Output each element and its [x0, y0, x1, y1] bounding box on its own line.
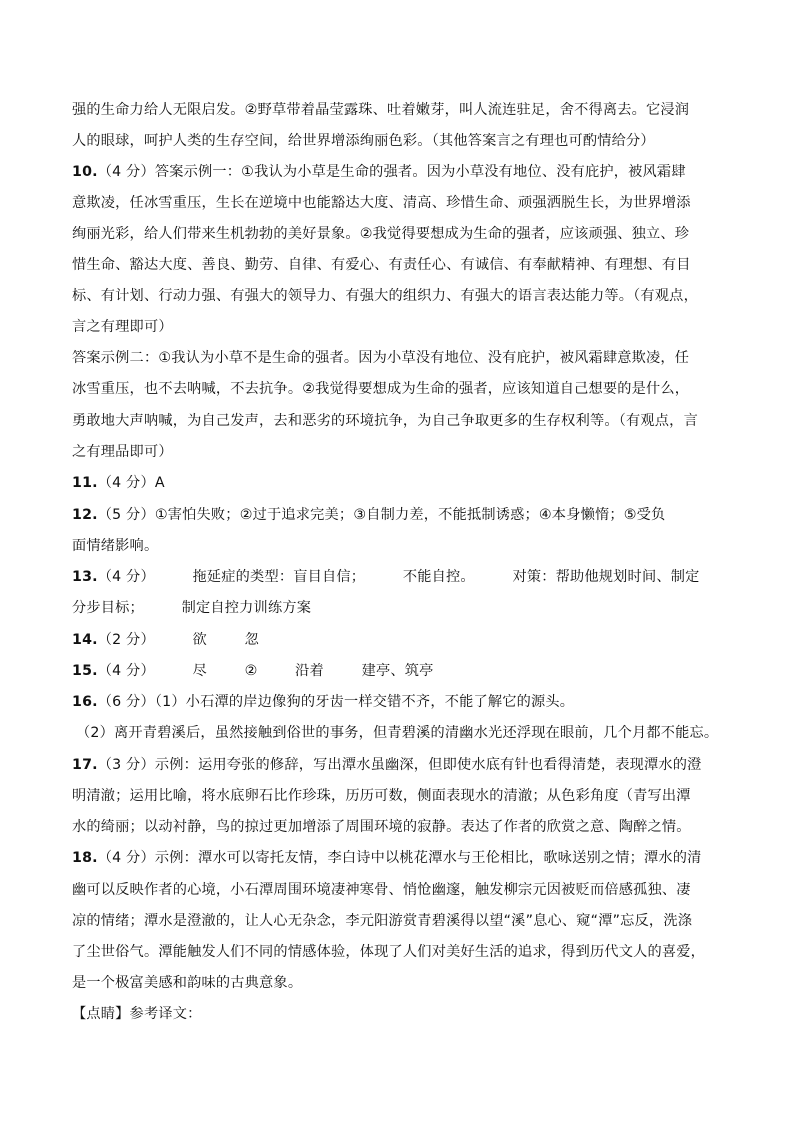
answer-line [0, 255, 794, 275]
line-text: 答案示例二：①我认为小草不是生命的强者。因为小草没有地位、没有庇护，被风霜肆意欺凌，任 [72, 350, 690, 366]
answer-line-numbered [0, 630, 794, 650]
answer-line [0, 379, 794, 399]
answer-line [0, 131, 794, 151]
line-text: 幽可以反映作者的心境，小石潭周围环境凄神寒骨、悄怆幽邃，触发柳宗元因被贬而倍感孤独、凄 [72, 882, 691, 898]
line-text: （2 分） 欲 忽 [97, 632, 259, 648]
line-text: 分步目标； 制定自控力训练方案 [72, 600, 312, 616]
answer-line [0, 817, 794, 837]
line-text: （5 分）①害怕失败；②过于追求完美；③自制力差，不能抵制诱惑；④本身懒惰；⑤受负 [97, 507, 666, 523]
line-text: 水的绮丽；以动衬静，鸟的掠过更加增添了周围环境的寂静。表达了作者的欣赏之意、陶醉之情。 [72, 819, 691, 835]
answer-line [0, 442, 794, 462]
answer-line [0, 880, 794, 900]
line-text: （4 分）A [97, 475, 165, 491]
question-number: 10. [72, 164, 98, 180]
line-text: （4 分） 拖延症的类型：盲目自信； 不能自控。 对策：帮助他规划时间、制定 [97, 569, 700, 585]
answer-line [0, 286, 794, 306]
line-text: 凉的情绪；潭水是澄澈的，让人心无杂念，李元阳游赏青碧溪得以望“溪”息心、窥“潭”忘反，洗涤 [72, 913, 693, 929]
answer-line [0, 786, 794, 806]
line-text: （6 分）（1）小石潭的岸边像狗的牙齿一样交错不齐，不能了解它的源头。 [97, 694, 575, 710]
line-text: 强的生命力给人无限启发。②野草带着晶莹露珠、吐着嫩芽，叫人流连驻足，舍不得离去。它浸润 [72, 102, 690, 118]
answer-line-numbered [0, 848, 794, 868]
answer-line-numbered [0, 567, 794, 587]
line-text: 冰雪重压，也不去呐喊，不去抗争。②我觉得要想成为生命的强者，应该知道自己想要的是什么， [72, 381, 690, 397]
answer-line [0, 348, 794, 368]
question-number: 12. [72, 507, 98, 523]
line-text: 是一个极富美感和韵味的古典意象。 [72, 975, 303, 991]
answer-line-numbered [0, 755, 794, 775]
answer-line [0, 411, 794, 431]
answer-line-numbered [0, 473, 794, 493]
line-text: 之有理品即可） [72, 444, 173, 460]
answer-line [0, 100, 794, 120]
answer-line [0, 1004, 794, 1024]
answer-line [0, 723, 794, 743]
line-text: （3 分）示例：运用夸张的修辞，写出潭水虽幽深，但即使水底有针也看得清楚，表现潭水的澄 [97, 757, 702, 773]
answer-line [0, 911, 794, 931]
line-text: 人的眼球，呵护人类的生存空间，给世界增添绚丽色彩。（其他答案言之有理也可酌情给分） [72, 133, 655, 149]
line-text: 勇敢地大声呐喊，为自己发声，去和恶劣的环境抗争，为自己争取更多的生存权利等。（有观点，言 [72, 413, 698, 429]
answer-line-numbered [0, 661, 794, 681]
answer-line [0, 942, 794, 962]
line-text: 【点睛】参考译文： [72, 1006, 202, 1022]
question-number: 17. [72, 757, 98, 773]
question-number: 13. [72, 569, 98, 585]
answer-line [0, 193, 794, 213]
line-text: 意欺凌，任冰雪重压，生长在逆境中也能豁达大度、清高、珍惜生命、顽强洒脱生长，为世界增添 [72, 195, 691, 211]
line-text: 明清澈；运用比喻，将水底卵石比作珍珠，历历可数，侧面表现水的清澈；从色彩角度（青写出潭 [72, 788, 691, 804]
line-text: 面情绪影响。 [72, 538, 159, 554]
answer-line-numbered [0, 505, 794, 525]
line-text: （4 分）答案示例一：①我认为小草是生命的强者。因为小草没有地位、没有庇护，被风霜肆 [97, 164, 686, 180]
answer-line-numbered [0, 162, 794, 182]
line-text: 惜生命、豁达大度、善良、勤劳、自律、有爱心、有责任心、有诚信、有奉献精神、有理想、有目 [72, 257, 691, 273]
line-text: （2）离开青碧溪后，虽然接触到俗世的事务，但青碧溪的清幽水光还浮现在眼前，几个月都不能忘。 [76, 725, 719, 741]
answer-line [0, 224, 794, 244]
line-text: 绚丽光彩，给人们带来生机勃勃的美好景象。②我觉得要想成为生命的强者，应该顽强、独立、珍 [72, 226, 690, 242]
question-number: 16. [72, 694, 98, 710]
line-text: 言之有理即可） [72, 319, 173, 335]
answer-line [0, 536, 794, 556]
question-number: 15. [72, 663, 98, 679]
question-number: 14. [72, 632, 98, 648]
question-number: 11. [72, 475, 98, 491]
answer-line [0, 317, 794, 337]
answer-line [0, 598, 794, 618]
line-text: 了尘世俗气。潭能触发人们不同的情感体验，体现了人们对美好生活的追求，得到历代文人的喜爱， [72, 944, 706, 960]
answer-line-numbered [0, 692, 794, 712]
line-text: （4 分） 尽 ② 沿着 建亭、筑亭 [97, 663, 434, 679]
line-text: （4 分）示例：潭水可以寄托友情，李白诗中以桃花潭水与王伦相比，歌咏送别之情；潭水的清 [97, 850, 702, 866]
question-number: 18. [72, 850, 98, 866]
answer-line [0, 973, 794, 993]
line-text: 标、有计划、行动力强、有强大的领导力、有强大的组织力、有强大的语言表达能力等。（有观点， [72, 288, 698, 304]
